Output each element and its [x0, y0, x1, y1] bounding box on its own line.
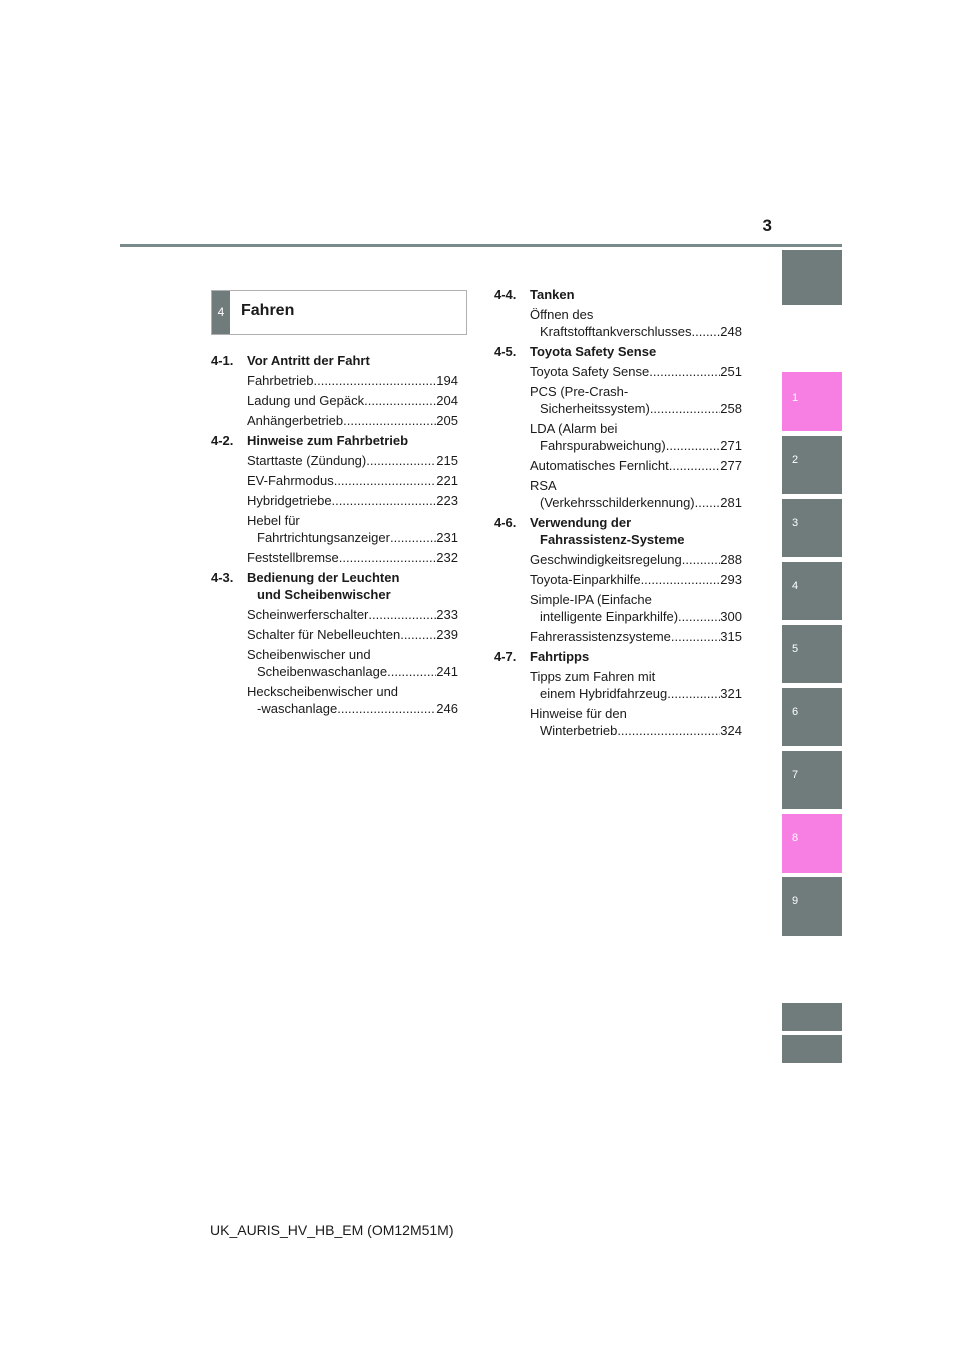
- toc-entry-line: [247, 549, 458, 566]
- toc-page-number[interactable]: 281: [720, 495, 742, 510]
- section-number: 4-4.: [494, 287, 517, 302]
- section-title: [530, 286, 742, 303]
- toc-section: [211, 432, 458, 566]
- toc-entry-text: LDA (Alarm bei: [530, 421, 618, 436]
- toc-entry[interactable]: [247, 472, 458, 489]
- side-tab-2[interactable]: [782, 436, 842, 494]
- toc-section: [211, 569, 458, 717]
- toc-entry-line: [247, 452, 458, 469]
- toc-entry-line: [247, 606, 458, 623]
- side-tab-8[interactable]: [782, 814, 842, 873]
- toc-entry-line: [247, 683, 458, 700]
- toc-page-number[interactable]: 232: [436, 550, 458, 565]
- toc-entry-line: [247, 529, 458, 546]
- toc-entry-text: Ladung und Gepäck: [247, 393, 365, 408]
- toc-entry-line: [530, 571, 742, 588]
- toc-entry-text: Scheibenwischer und: [247, 647, 371, 662]
- toc-entry-text: RSA: [530, 478, 557, 493]
- toc-entry-line: [247, 626, 458, 643]
- toc-right-column: [494, 286, 742, 742]
- side-tab-9[interactable]: [782, 877, 842, 936]
- toc-section: [494, 286, 742, 340]
- toc-entry-line: [530, 591, 742, 608]
- toc-entry-text: (Verkehrsschilderkennung): [540, 495, 695, 510]
- dot-leader: [334, 472, 437, 489]
- toc-entry-line: [530, 722, 742, 739]
- dot-leader: [617, 722, 720, 739]
- toc-entry-line: [530, 551, 742, 568]
- side-tab-blank-top[interactable]: [782, 250, 842, 305]
- dot-leader: [666, 437, 721, 454]
- section-heading: [494, 648, 742, 665]
- toc-entry[interactable]: [530, 363, 742, 380]
- toc-entry-text: Toyota-Einparkhilfe: [530, 572, 641, 587]
- toc-entry-text: PCS (Pre-Crash-: [530, 384, 629, 399]
- toc-entry-line: [247, 392, 458, 409]
- toc-entry[interactable]: [530, 457, 742, 474]
- toc-page-number[interactable]: 277: [720, 458, 742, 473]
- dot-leader: [667, 685, 720, 702]
- toc-entry-line: [530, 494, 742, 511]
- toc-entry-text: Fahrbetrieb: [247, 373, 314, 388]
- toc-entry-line: [530, 457, 742, 474]
- toc-entry-text: Heckscheibenwischer und: [247, 684, 399, 699]
- side-tab-7[interactable]: [782, 751, 842, 809]
- section-heading: [494, 343, 742, 360]
- toc-entry[interactable]: [247, 626, 458, 643]
- section-title-line: Fahrtipps: [530, 649, 590, 664]
- toc-entry-text: Geschwindigkeitsregelung: [530, 552, 682, 567]
- toc-entry-text: Feststellbremse: [247, 550, 339, 565]
- chapter-header: [211, 290, 467, 335]
- dot-leader: [649, 363, 720, 380]
- toc-entry-text: Scheinwerferschalter: [247, 607, 369, 622]
- toc-entry[interactable]: [530, 477, 742, 511]
- toc-entry-line: [530, 705, 742, 722]
- toc-entry-text: Hebel für: [247, 513, 300, 528]
- side-tab-label: 8: [792, 832, 799, 844]
- toc-page-number[interactable]: 204: [436, 393, 458, 408]
- toc-entry-line: [530, 306, 742, 323]
- dot-leader: [390, 529, 436, 546]
- dot-leader: [366, 452, 436, 469]
- section-heading: [211, 569, 458, 603]
- section-heading: [211, 432, 458, 449]
- toc-entry-line: [530, 628, 742, 645]
- toc-page-number[interactable]: 215: [436, 453, 458, 468]
- side-tab-blank-a[interactable]: [782, 1003, 842, 1031]
- section-heading: [494, 514, 742, 548]
- toc-entry-text: Öffnen des: [530, 307, 594, 322]
- section-number: 4-5.: [494, 344, 517, 359]
- toc-entry[interactable]: [530, 383, 742, 417]
- side-tab-label: 7: [792, 769, 799, 781]
- dot-leader: [669, 457, 721, 474]
- section-title: [530, 514, 742, 548]
- toc-page-number[interactable]: 315: [720, 629, 742, 644]
- section-title-line: und Scheibenwischer: [257, 587, 391, 602]
- toc-entry-text: Fahrspurabweichung): [540, 438, 666, 453]
- section-title: [247, 432, 458, 449]
- section-title: [530, 648, 742, 665]
- dot-leader: [364, 392, 436, 409]
- toc-entry-text: Simple-IPA (Einfache: [530, 592, 652, 607]
- toc-entry-text: Kraftstofftankverschlusses: [540, 324, 692, 339]
- side-tab-1[interactable]: [782, 372, 842, 431]
- toc-page-number[interactable]: 248: [720, 324, 742, 339]
- toc-entry[interactable]: [530, 628, 742, 645]
- dot-leader: [343, 412, 436, 429]
- dot-leader: [400, 626, 436, 643]
- toc-entry-line: [247, 372, 458, 389]
- toc-page-number[interactable]: 205: [436, 413, 458, 428]
- toc-entry-text: Hinweise für den: [530, 706, 627, 721]
- toc-left-column: [211, 352, 458, 720]
- toc-entry[interactable]: [247, 512, 458, 546]
- toc-page-number[interactable]: 258: [720, 401, 742, 416]
- toc-entry[interactable]: [530, 705, 742, 739]
- side-tab-label: 2: [792, 454, 799, 466]
- toc-entry-line: [530, 685, 742, 702]
- dot-leader: [313, 372, 436, 389]
- toc-entry-text: Automatisches Fernlicht: [530, 458, 669, 473]
- toc-page-number[interactable]: 251: [720, 364, 742, 379]
- toc-page-number[interactable]: 233: [436, 607, 458, 622]
- toc-entry[interactable]: [530, 668, 742, 702]
- toc-entry-line: [530, 363, 742, 380]
- page-number: 3: [762, 216, 772, 235]
- section-title: [247, 569, 458, 603]
- toc-entry-line: [247, 663, 458, 680]
- chapter-title: Fahren: [241, 302, 295, 319]
- side-tab-label: 5: [792, 643, 799, 655]
- section-number: 4-6.: [494, 515, 517, 530]
- section-title: [247, 352, 458, 369]
- toc-entry-line: [530, 477, 742, 494]
- section-title-line: Fahrassistenz-Systeme: [540, 532, 685, 547]
- toc-page-number[interactable]: 194: [436, 373, 458, 388]
- toc-entry-text: Anhängerbetrieb: [247, 413, 344, 428]
- section-heading: [211, 352, 458, 369]
- toc-entry-text: Winterbetrieb: [540, 723, 618, 738]
- section-title-line: Tanken: [530, 287, 575, 302]
- toc-page-number[interactable]: 321: [720, 686, 742, 701]
- toc-entry-line: [247, 492, 458, 509]
- toc-entry-line: [247, 646, 458, 663]
- dot-leader: [682, 551, 721, 568]
- top-rule: [120, 244, 842, 247]
- toc-entry[interactable]: [247, 392, 458, 409]
- toc-entry-text: Starttaste (Zündung): [247, 453, 367, 468]
- dot-leader: [337, 700, 436, 717]
- document-code: UK_AURIS_HV_HB_EM (OM12M51M): [210, 1222, 454, 1238]
- toc-section: [494, 514, 742, 645]
- toc-entry[interactable]: [247, 683, 458, 717]
- toc-page-number[interactable]: 221: [436, 473, 458, 488]
- section-title-line: Verwendung der: [530, 515, 632, 530]
- side-tab-label: 9: [792, 895, 799, 907]
- toc-entry-line: [530, 608, 742, 625]
- toc-entry-text: Scheibenwaschanlage: [257, 664, 388, 679]
- section-number: 4-3.: [211, 570, 234, 585]
- toc-entry-text: -waschanlage: [257, 701, 338, 716]
- toc-entry-line: [530, 420, 742, 437]
- toc-entry-line: [530, 323, 742, 340]
- side-tab-label: 4: [792, 580, 799, 592]
- toc-entry-line: [530, 383, 742, 400]
- toc-page-number[interactable]: 239: [436, 627, 458, 642]
- toc-entry-line: [247, 412, 458, 429]
- dot-leader: [692, 323, 721, 340]
- toc-page-number[interactable]: 271: [720, 438, 742, 453]
- section-number: 4-2.: [211, 433, 234, 448]
- toc-entry-text: Sicherheitssystem): [540, 401, 650, 416]
- dot-leader: [695, 494, 721, 511]
- side-tab-label: 3: [792, 517, 799, 529]
- toc-entry[interactable]: [247, 372, 458, 389]
- dot-leader: [332, 492, 437, 509]
- section-title-line: Bedienung der Leuchten: [247, 570, 400, 585]
- toc-entry-text: Schalter für Nebelleuchten: [247, 627, 401, 642]
- side-tab-3[interactable]: [782, 499, 842, 557]
- toc-page-number[interactable]: 223: [436, 493, 458, 508]
- toc-section: [211, 352, 458, 429]
- toc-entry-line: [247, 512, 458, 529]
- toc-entry[interactable]: [247, 452, 458, 469]
- section-heading: [494, 286, 742, 303]
- toc-entry-line: [247, 700, 458, 717]
- toc-entry[interactable]: [530, 551, 742, 568]
- section-title-line: Vor Antritt der Fahrt: [247, 353, 370, 368]
- toc-entry[interactable]: [530, 306, 742, 340]
- toc-page-number[interactable]: 288: [720, 552, 742, 567]
- dot-leader: [650, 400, 720, 417]
- dot-leader: [671, 628, 720, 645]
- toc-entry[interactable]: [247, 606, 458, 623]
- toc-entry-line: [247, 472, 458, 489]
- dot-leader: [368, 606, 436, 623]
- side-tab-label: 6: [792, 706, 799, 718]
- toc-entry-text: Fahrtrichtungsanzeiger: [257, 530, 390, 545]
- dot-leader: [387, 663, 436, 680]
- side-tab-4[interactable]: [782, 562, 842, 620]
- side-tab-label: 1: [792, 392, 799, 404]
- toc-entry-text: Hybridgetriebe: [247, 493, 332, 508]
- toc-section: [494, 648, 742, 739]
- section-title: [530, 343, 742, 360]
- toc-entry[interactable]: [530, 420, 742, 454]
- toc-entry-text: Tipps zum Fahren mit: [530, 669, 656, 684]
- toc-entry[interactable]: [247, 412, 458, 429]
- toc-entry-text: EV-Fahrmodus: [247, 473, 334, 488]
- toc-entry[interactable]: [247, 492, 458, 509]
- dot-leader: [339, 549, 437, 566]
- section-number: 4-1.: [211, 353, 234, 368]
- toc-page-number[interactable]: 293: [720, 572, 742, 587]
- toc-page-number[interactable]: 241: [436, 664, 458, 679]
- side-tab-5[interactable]: [782, 625, 842, 683]
- side-tab-6[interactable]: [782, 688, 842, 746]
- toc-entry[interactable]: [530, 571, 742, 588]
- toc-entry-line: [530, 437, 742, 454]
- toc-entry-text: einem Hybridfahrzeug: [540, 686, 668, 701]
- chapter-number: 4: [212, 291, 230, 334]
- toc-entry-text: intelligente Einparkhilfe): [540, 609, 679, 624]
- toc-page-number[interactable]: 300: [720, 609, 742, 624]
- toc-entry[interactable]: [247, 549, 458, 566]
- dot-leader: [641, 571, 721, 588]
- toc-entry[interactable]: [530, 591, 742, 625]
- section-title-line: Toyota Safety Sense: [530, 344, 657, 359]
- dot-leader: [678, 608, 720, 625]
- section-number: 4-7.: [494, 649, 517, 664]
- section-title-line: Hinweise zum Fahrbetrieb: [247, 433, 409, 448]
- toc-section: [494, 343, 742, 511]
- toc-entry-text: Toyota Safety Sense: [530, 364, 650, 379]
- toc-page-number[interactable]: 324: [720, 723, 742, 738]
- toc-entry-line: [530, 668, 742, 685]
- toc-entry-line: [530, 400, 742, 417]
- side-tab-blank-b[interactable]: [782, 1035, 842, 1063]
- toc-page-number[interactable]: 246: [436, 701, 458, 716]
- toc-entry[interactable]: [247, 646, 458, 680]
- toc-entry-text: Fahrerassistenzsysteme: [530, 629, 671, 644]
- toc-page-number[interactable]: 231: [436, 530, 458, 545]
